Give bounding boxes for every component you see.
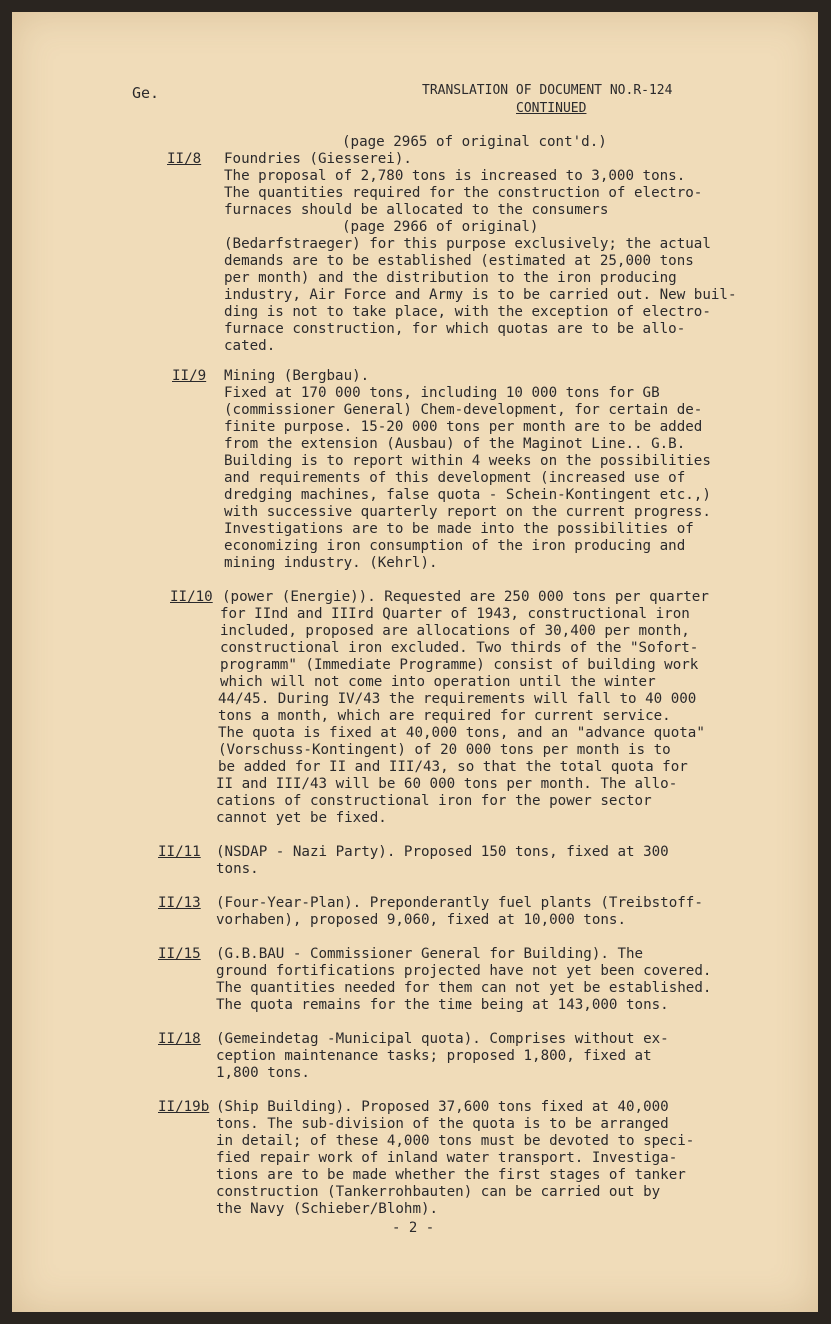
section-line: ding is not to take place, with the exception of electro-	[224, 304, 711, 320]
section-line: (NSDAP - Nazi Party). Proposed 150 tons, fixed at 300	[216, 844, 669, 860]
section-line: fied repair work of inland water transport. Investiga-	[216, 1150, 678, 1166]
section-line: (Four-Year-Plan). Preponderantly fuel plants (Treibstoff-	[216, 895, 703, 911]
section-line: (Vorschuss-Kontingent) of 20 000 tons per month is to	[218, 742, 671, 758]
section-line: mining industry. (Kehrl).	[224, 555, 438, 571]
section-number: II/11	[158, 844, 201, 860]
section-line: construction (Tankerrohbauten) can be carried out by	[216, 1184, 661, 1200]
section-line: furnace construction, for which quotas are to be allo-	[224, 321, 686, 337]
page-note: (page 2965 of original cont'd.)	[342, 134, 607, 150]
section-line: tons a month, which are required for current service.	[218, 708, 671, 724]
section-line: economizing iron consumption of the iron producing and	[224, 538, 686, 554]
section-number: II/15	[158, 946, 201, 962]
section-line: 44/45. During IV/43 the requirements will fall to 40 000	[218, 691, 697, 707]
section-line: The quota is fixed at 40,000 tons, and an "advance quota"	[218, 725, 705, 741]
section-line: programm" (Immediate Programme) consist of building work	[220, 657, 699, 673]
section-line: (Ship Building). Proposed 37,600 tons fixed at 40,000	[216, 1099, 669, 1115]
section-line: (Bedarfstraeger) for this purpose exclusively; the actual	[224, 236, 711, 252]
section-line: and requirements of this development (increased use of	[224, 470, 686, 486]
section-line: vorhaben), proposed 9,060, fixed at 10,000 tons.	[216, 912, 626, 928]
section-line: included, proposed are allocations of 30,400 per month,	[220, 623, 690, 639]
section-line: The quantities required for the construction of electro-	[224, 185, 703, 201]
document-ref: Ge.	[132, 84, 160, 102]
section-line: Fixed at 170 000 tons, including 10 000 tons for GB	[224, 385, 660, 401]
section-line: furnaces should be allocated to the consumers	[224, 202, 609, 218]
section-line: The quantities needed for them can not yet be established.	[216, 980, 712, 996]
section-number: II/9	[172, 368, 207, 384]
document-subtitle: CONTINUED	[516, 101, 587, 116]
section-line: the Navy (Schieber/Blohm).	[216, 1201, 439, 1217]
section-line: The quota remains for the time being at 143,000 tons.	[216, 997, 669, 1013]
page-note: (page 2966 of original)	[342, 219, 539, 235]
section-number: II/13	[158, 895, 201, 911]
section-line: in detail; of these 4,000 tons must be devoted to speci-	[216, 1133, 695, 1149]
section-line: industry, Air Force and Army is to be carried out. New buil-	[224, 287, 737, 303]
section-line: Building is to report within 4 weeks on the possibilities	[224, 453, 711, 469]
section-line: (Gemeindetag -Municipal quota). Comprises without ex-	[216, 1031, 669, 1047]
section-line: The proposal of 2,780 tons is increased to 3,000 tons.	[224, 168, 686, 184]
section-line: Mining (Bergbau).	[224, 368, 370, 384]
section-line: for IInd and IIIrd Quarter of 1943, constructional iron	[220, 606, 690, 622]
section-line: Foundries (Giesserei).	[224, 151, 412, 167]
section-line: finite purpose. 15-20 000 tons per month are to be added	[224, 419, 703, 435]
section-line: which will not come into operation until the winter	[220, 674, 656, 690]
section-line: cations of constructional iron for the power sector	[216, 793, 652, 809]
section-line: cannot yet be fixed.	[216, 810, 387, 826]
section-line: with successive quarterly report on the current progress.	[224, 504, 711, 520]
section-line: ground fortifications projected have not yet been covered.	[216, 963, 712, 979]
section-number: II/19b	[158, 1099, 210, 1115]
section-line: Investigations are to be made into the possibilities of	[224, 521, 694, 537]
section-line: (commissioner General) Chem-development, for certain de-	[224, 402, 703, 418]
section-line: be added for II and III/43, so that the total quota for	[218, 759, 688, 775]
document-title: TRANSLATION OF DOCUMENT NO.R-124	[422, 83, 673, 98]
section-number: II/8	[167, 151, 202, 167]
section-line: (power (Energie)). Requested are 250 000 tons per quarter	[222, 589, 709, 605]
section-line: (G.B.BAU - Commissioner General for Building). The	[216, 946, 644, 962]
section-line: from the extension (Ausbau) of the Maginot Line.. G.B.	[224, 436, 686, 452]
page-number: - 2 -	[392, 1220, 435, 1236]
section-line: dredging machines, false quota - Schein-Kontingent etc.,)	[224, 487, 711, 503]
section-number: II/18	[158, 1031, 201, 1047]
section-number: II/10	[170, 589, 213, 605]
section-line: per month) and the distribution to the iron producing	[224, 270, 677, 286]
section-line: tons. The sub-division of the quota is to be arranged	[216, 1116, 669, 1132]
section-line: II and III/43 will be 60 000 tons per month. The allo-	[216, 776, 678, 792]
section-line: cated.	[224, 338, 276, 354]
document-page	[12, 12, 818, 1312]
document-header	[422, 82, 672, 118]
section-line: constructional iron excluded. Two thirds of the "Sofort-	[220, 640, 699, 656]
section-line: 1,800 tons.	[216, 1065, 310, 1081]
section-line: demands are to be established (estimated at 25,000 tons	[224, 253, 694, 269]
section-line: tons.	[216, 861, 259, 877]
section-line: ception maintenance tasks; proposed 1,800, fixed at	[216, 1048, 652, 1064]
section-line: tions are to be made whether the first stages of tanker	[216, 1167, 686, 1183]
